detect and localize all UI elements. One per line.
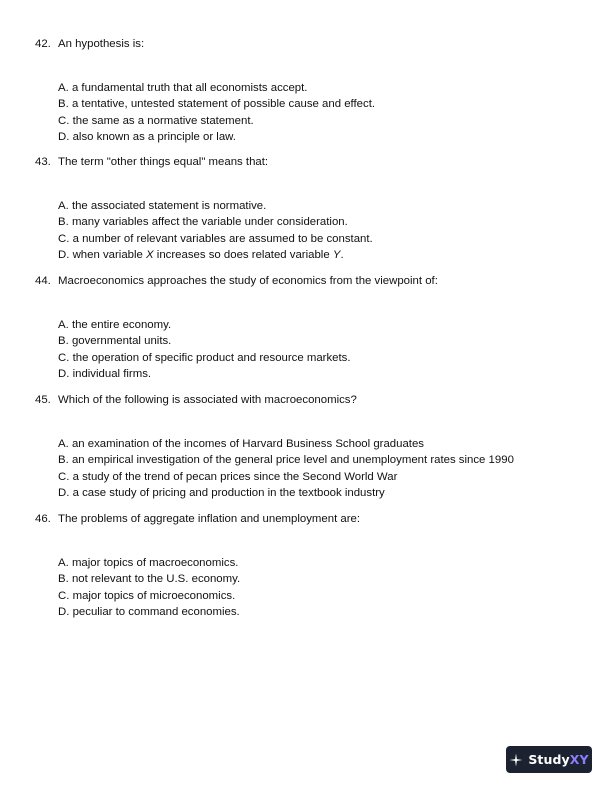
question-number: 44. [35,275,51,287]
choice-d: D. when variable X increases so does related variable Y. [58,248,344,261]
choice-d: D. a case study of pricing and production in the textbook industry [58,486,385,499]
answer-choices [58,436,595,501]
choice-b: B. governmental units. [58,335,172,348]
question-44 [35,274,595,382]
question-43 [35,155,595,263]
plus-sparkle-icon [509,753,523,767]
question-text: The problems of aggregate inflation and unemployment are: [58,513,361,525]
variable-x: X [146,248,154,261]
studyxy-badge[interactable] [506,746,592,773]
question-45 [35,393,595,501]
variable-y: Y [332,248,341,261]
choice-a: A. the associated statement is normative. [58,200,267,212]
question-stem [35,155,595,169]
choice-d: D. also known as a principle or law. [58,130,236,143]
choice-c: C. the operation of specific product and resource markets. [58,351,351,364]
choice-b: B. a tentative, untested statement of possible cause and effect. [58,98,376,111]
question-46 [35,512,595,620]
question-stem [35,393,595,407]
choice-c: C. a number of relevant variables are assumed to be constant. [58,232,373,245]
question-stem [35,37,595,51]
choice-b: B. an empirical investigation of the general price level and unemployment rates since 1990 [58,454,514,467]
answer-choices [58,317,595,382]
choice-d: D. individual firms. [58,367,152,380]
choice-a: A. major topics of macroeconomics. [58,557,239,569]
answer-choices [58,198,595,263]
question-number: 45. [35,394,51,406]
choice-c: C. a study of the trend of pecan prices since the Second World War [58,470,398,483]
answer-choices [58,555,595,620]
answer-choices [58,80,595,145]
choice-c: C. the same as a normative statement. [58,114,254,127]
choice-b: B. not relevant to the U.S. economy. [58,573,241,586]
question-42 [35,37,595,145]
question-number: 42. [35,38,51,50]
choice-b: B. many variables affect the variable under consideration. [58,216,348,229]
choice-a: A. a fundamental truth that all economists accept. [58,82,308,94]
question-text: Macroeconomics approaches the study of economics from the viewpoint of: [58,275,438,287]
choice-d: D. peculiar to command economies. [58,605,240,618]
choice-c: C. major topics of microeconomics. [58,589,236,602]
question-stem [35,274,595,288]
choice-a: A. the entire economy. [58,319,172,331]
question-text: Which of the following is associated with macroeconomics? [58,394,357,406]
question-number: 43. [35,156,51,168]
choice-a: A. an examination of the incomes of Harvard Business School graduates [58,438,424,450]
question-stem [35,512,595,526]
brand-logo-text: StudyXY [528,752,589,767]
question-text: An hypothesis is: [58,38,145,50]
question-number: 46. [35,513,51,525]
question-text: The term "other things equal" means that: [58,156,269,168]
